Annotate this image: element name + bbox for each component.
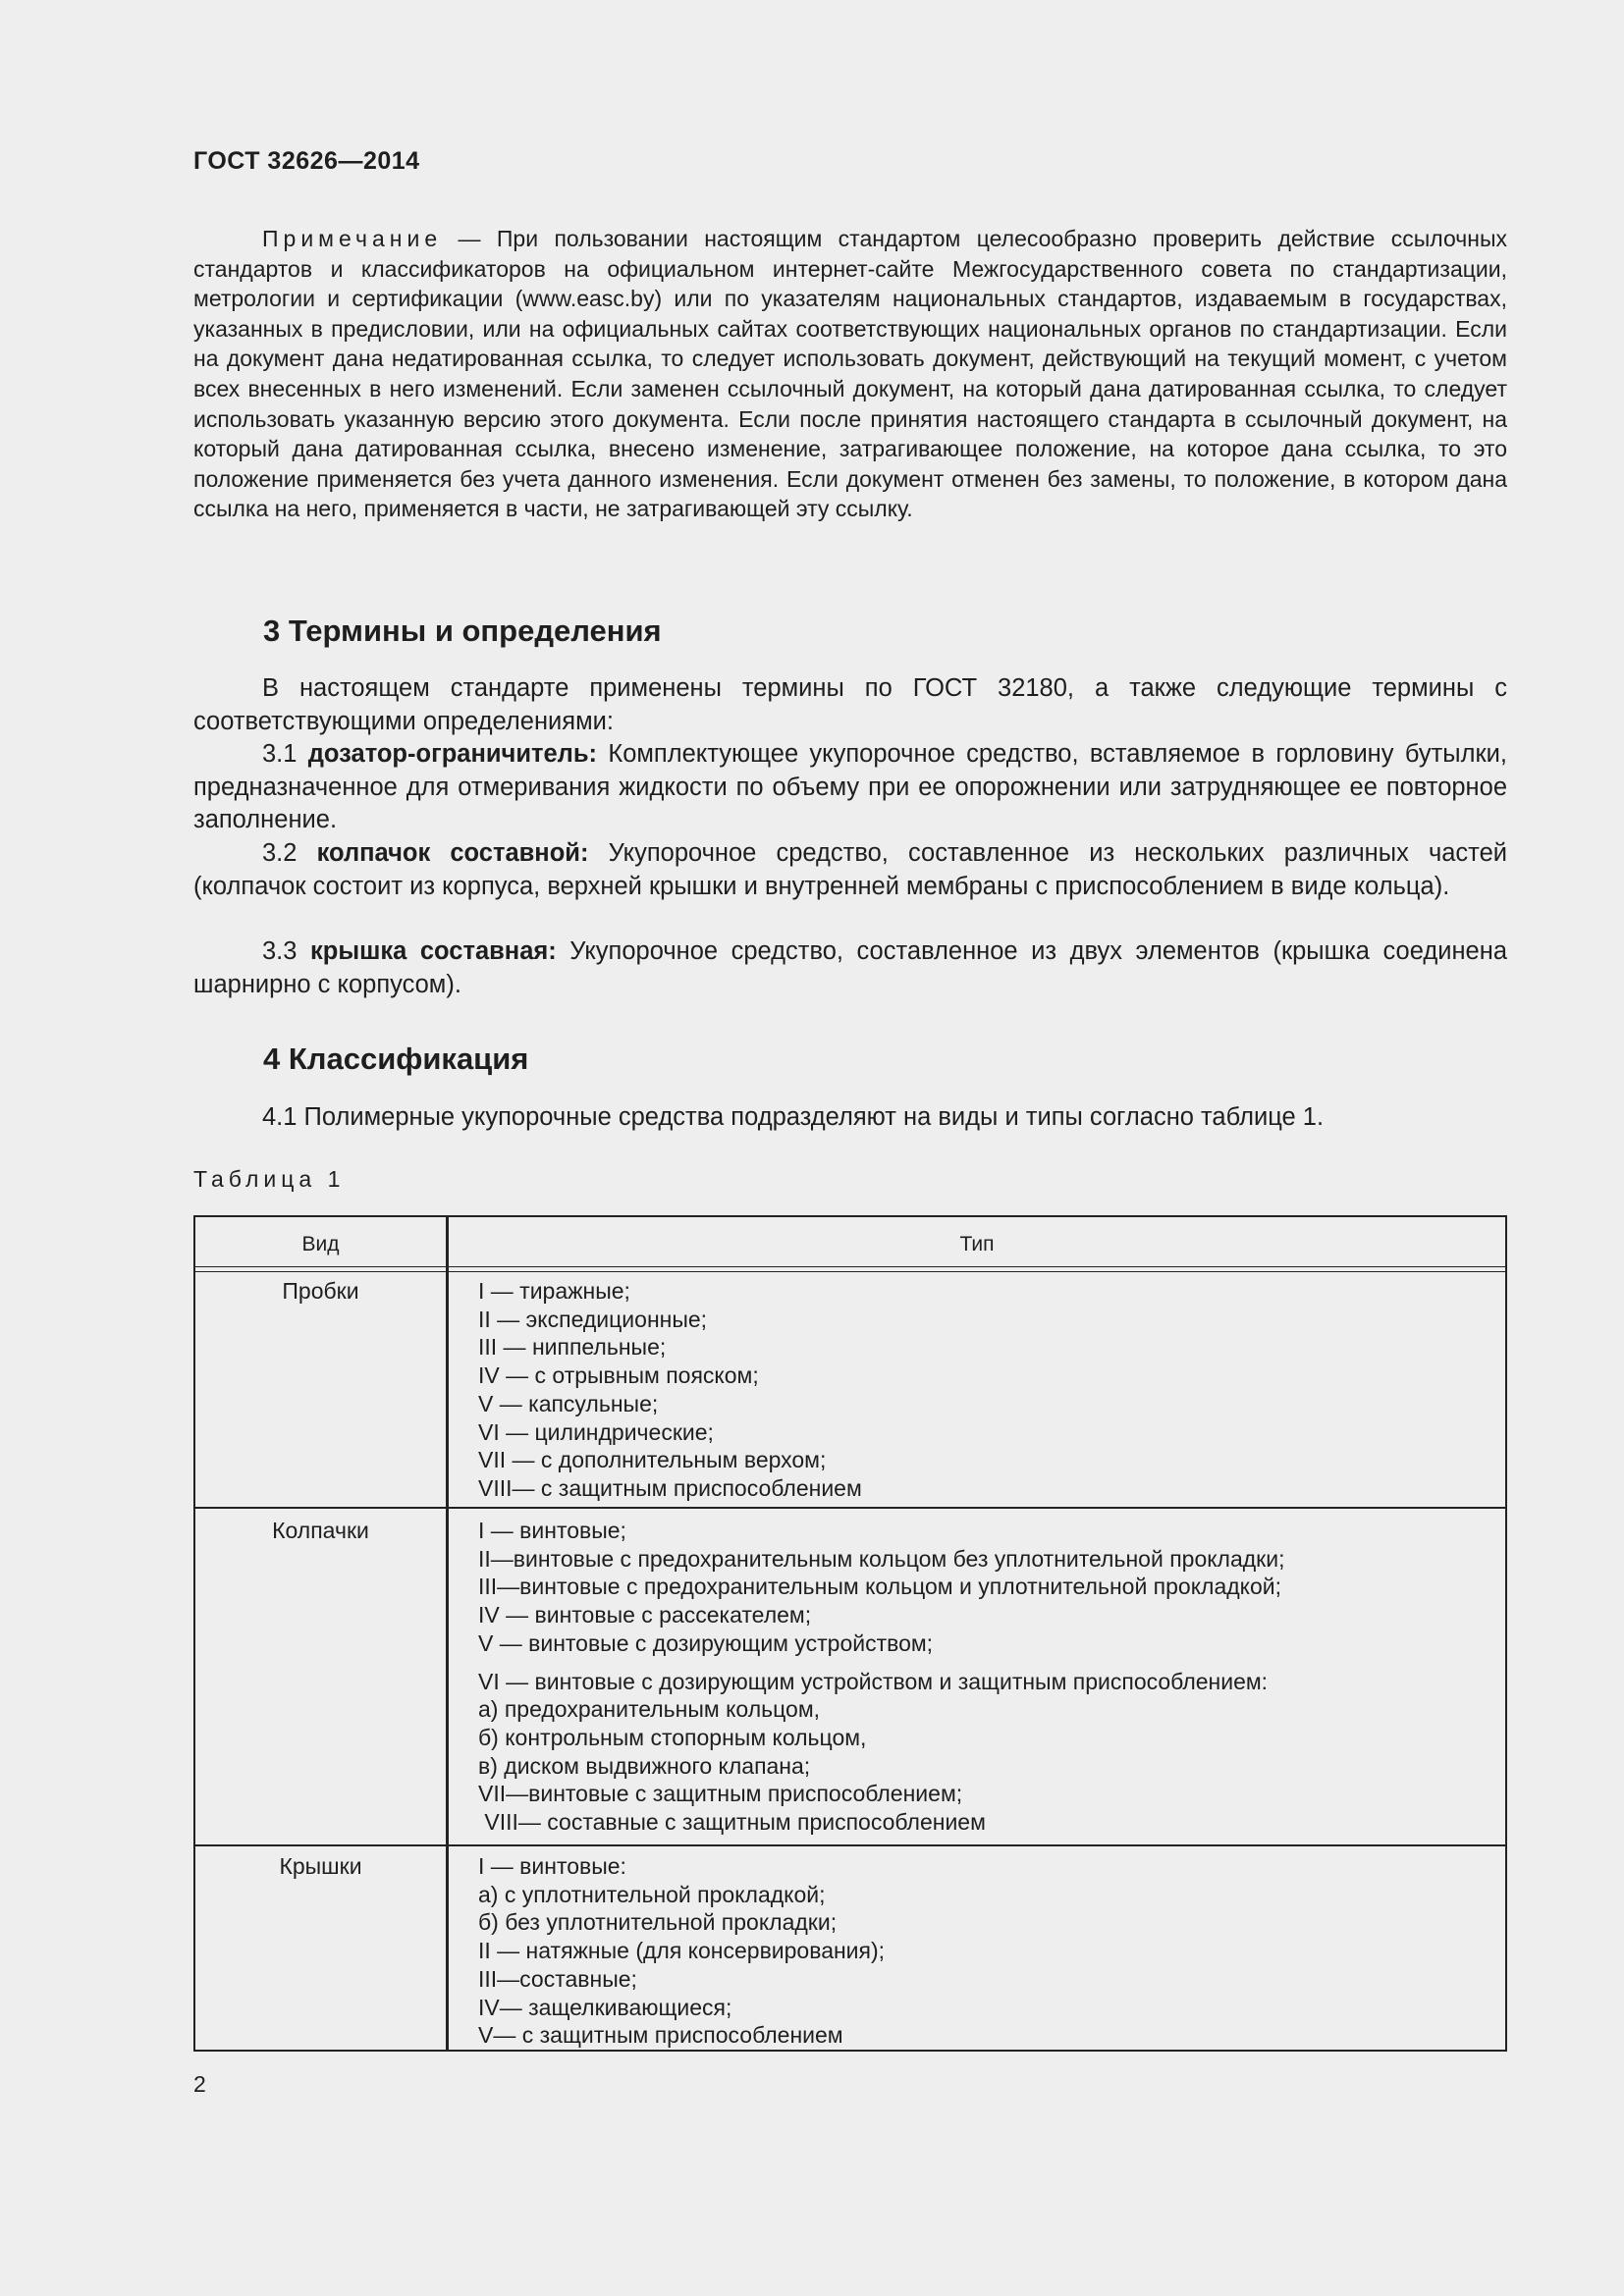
term-name: крышка составная: — [310, 937, 557, 965]
term-definition: Комплектующее укупорочное средство, вставляемое в горловину бутылки, предназначенное для отмеривания жидкости по объему при ее опорожнении или затрудняющее ее повторное заполнение. — [193, 740, 1507, 834]
type-item: а) предохранительным кольцом, — [478, 1696, 821, 1723]
type-item: I — винтовые: — [478, 1853, 626, 1879]
term-3-2 — [193, 837, 1507, 903]
type-item: VI — цилиндрические; — [478, 1418, 714, 1445]
type-item: II — натяжные (для консервирования); — [478, 1938, 886, 1964]
table-row-types — [478, 1852, 885, 2050]
type-item: а) с уплотнительной прокладкой; — [478, 1881, 826, 1907]
type-item: VII — с дополнительным верхом; — [478, 1447, 827, 1473]
table-row-kind: Пробки — [282, 1278, 359, 1304]
note-paragraph — [193, 224, 1507, 524]
type-item: III — ниппельные; — [478, 1334, 667, 1361]
term-number: 3.1 — [262, 740, 298, 768]
type-item: IV — с отрывным пояском; — [478, 1362, 759, 1389]
type-item: III—составные; — [478, 1965, 637, 1992]
column-header-kind: Вид — [301, 1233, 340, 1255]
column-header-type: Тип — [959, 1233, 995, 1255]
term-name: дозатор-ограничитель: — [307, 740, 598, 768]
term-definition: Укупорочное средство, составленное из двух элементов (крышка соединена шарнирно с корпусом). — [193, 937, 1508, 998]
term-3-1 — [193, 738, 1507, 837]
type-item: II—винтовые с предохранительным кольцом без уплотнительной прокладки; — [478, 1545, 1285, 1572]
type-item: в) диском выдвижного клапана; — [478, 1752, 811, 1779]
type-item: IV— защелкивающиеся; — [478, 1994, 732, 2020]
note-label: Примечание — [262, 226, 443, 251]
type-item: б) контрольным стопорным кольцом, — [478, 1724, 867, 1750]
type-item: VIII— с защитным приспособлением — [478, 1474, 862, 1501]
type-item: VI — винтовые с дозирующим устройством и защитным приспособлением: — [478, 1668, 1269, 1694]
type-item: IV — винтовые с рассекателем; — [478, 1602, 812, 1629]
type-item: V — капсульные; — [478, 1390, 659, 1416]
table-row-types — [478, 1517, 1285, 1837]
column-divider — [446, 1217, 449, 2050]
type-item: I — тиражные; — [478, 1278, 630, 1304]
type-item: V— с защитным приспособлением — [478, 2022, 843, 2049]
term-definition: Укупорочное средство, составленное из нескольких различных частей (колпачок состоит из корпуса, верхней крышки и внутренней мембраны с приспособлением в виде кольца). — [193, 839, 1508, 900]
document-header: ГОСТ 32626—2014 — [193, 147, 420, 175]
type-item: I — винтовые; — [478, 1518, 626, 1543]
type-item: III—винтовые с предохранительным кольцом и уплотнительной прокладкой; — [478, 1574, 1282, 1600]
term-number: 3.3 — [262, 937, 298, 965]
term-number: 3.2 — [262, 839, 298, 867]
table-caption: Таблица 1 — [193, 1166, 346, 1192]
table-row-types — [478, 1277, 862, 1503]
section-3-heading: 3 Термины и определения — [263, 614, 662, 648]
row-separator — [195, 1507, 1505, 1509]
page-number: 2 — [193, 2071, 206, 2097]
section-4-heading: 4 Классификация — [263, 1041, 529, 1076]
type-item: II — экспедиционные; — [478, 1306, 708, 1332]
type-item: VII—винтовые с защитным приспособлением; — [478, 1781, 963, 1807]
type-item: б) без уплотнительной прокладки; — [478, 1909, 838, 1936]
note-text: — При пользовании настоящим стандартом целесообразно проверить действие ссылочных стандартов и классификаторов на официальном интернет-сайте Межгосударственного совета по стандартизации, метрологии и сертификации (www.easc.by) или по указателям национальных стандартов, издаваемым в государствах, указанных в предисловии, или на официальных сайтах соответствующих национальных органов по стандартизации. Если на документ дана недатированная ссылка, то следует использовать документ, действующий на текущий момент, с учетом всех внесенных в него изменений. Если заменен ссылочный документ, на который дана датированная ссылка, то следует использовать указанную версию этого документа. Если после принятия настоящего стандарта в ссылочный документ, на который дана датированная ссылка, внесено изменение, затрагивающее положение, на которое дана ссылка, то это положение применяется без учета данного изменения. Если документ отменен без замены, то положение, в котором дана ссылка на него, применяется в части, не затрагивающей эту ссылку. — [193, 226, 1507, 522]
header-double-rule — [195, 1266, 1505, 1272]
table-row-kind: Колпачки — [272, 1518, 369, 1543]
type-item: V — винтовые с дозирующим устройством; — [478, 1629, 934, 1656]
table-header-row — [195, 1217, 1505, 1268]
term-3-3 — [193, 935, 1507, 1001]
row-separator — [195, 1844, 1505, 1846]
classification-table — [193, 1215, 1507, 2052]
type-item: VIII— составные с защитным приспособлением — [478, 1809, 986, 1836]
term-name: колпачок составной: — [316, 839, 589, 867]
section-3-intro: В настоящем стандарте применены термины по ГОСТ 32180, а также следующие термины с соответствующими определениями: — [193, 674, 1507, 735]
section-4-paragraph: 4.1 Полимерные укупорочные средства подразделяют на виды и типы согласно таблице 1. — [262, 1103, 1325, 1131]
table-row-kind: Крышки — [279, 1853, 362, 1879]
